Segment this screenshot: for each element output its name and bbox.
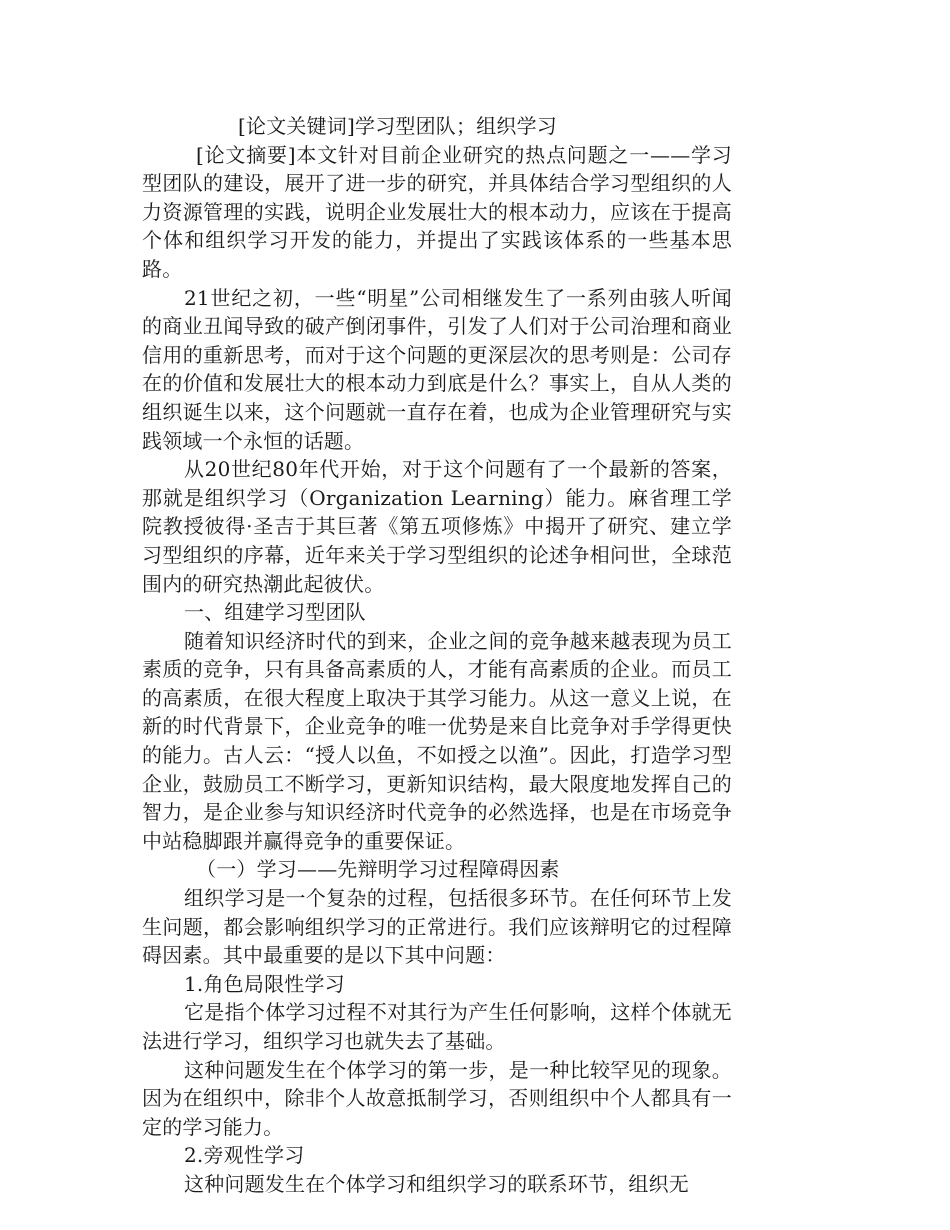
keywords-paragraph: [论文关键词]学习型团队；组织学习 [238,114,558,138]
body-paragraph: 随着知识经济时代的到来，企业之间的竞争越来越表现为员工素质的竞争，只有具备高素质的人，才能有高素质的企业。而员工的高素质，在很大程度上取决于其学习能力。从这一意义上说，在新的时代背景下，企业竞争的唯一优势是来自比竞争对手学得更快的能力。古人云：“授人以鱼，不如授之以渔”。因此，打造学习型企业，鼓励员工不断学习，更新知识结构，最大限度地发挥自己的智力，是企业参与知识经济时代竞争的必然选择，也是在市场竞争中站稳脚跟并赢得竞争的重要保证。 [142,628,732,853]
body-paragraph: 组织学习是一个复杂的过程，包括很多环节。在任何环节上发生问题，都会影响组织学习的正常进行。我们应该辩明它的过程障碍因素。其中最重要的是以下其中问题： [142,886,732,968]
body-paragraph: 它是指个体学习过程不对其行为产生任何影响，这样个体就无法进行学习，组织学习也就失去了基础。 [142,1000,732,1053]
document-body [142,112,732,1199]
body-paragraph: 这种问题发生在个体学习和组织学习的联系环节，组织无 [184,1171,689,1196]
subsection-heading: （一）学习——先辩明学习过程障碍因素 [196,857,560,882]
body-paragraph: 从20世纪80年代开始，对于这个问题有了一个最新的答案，那就是组织学习（Organization Learning）能力。麻省理工学院教授彼得·圣吉于其巨著《第五项修炼》中揭开了研究、建立学习型组织的序幕，近年来关于学习型组织的论述争相问世，全球范围内的研究热潮此起彼伏。 [142,457,732,596]
section-heading: 一、组建学习型团队 [184,600,366,625]
body-paragraph: 这种问题发生在个体学习的第一步，是一种比较罕见的现象。因为在组织中，除非个人故意抵制学习，否则组织中个人都具有一定的学习能力。 [142,1057,732,1139]
abstract-paragraph: [论文摘要]本文针对目前企业研究的热点问题之一——学习型团队的建设，展开了进一步的研究，并具体结合学习型组织的人力资源管理的实践，说明企业发展壮大的根本动力，应该在于提高个体和组织学习开发的能力，并提出了实践该体系的一些基本思路。 [142,142,732,281]
list-heading: 2.旁观性学习 [184,1143,305,1168]
list-heading: 1.角色局限性学习 [184,971,345,996]
body-paragraph: 21世纪之初，一些“明星”公司相继发生了一系列由骇人听闻的商业丑闻导致的破产倒闭事件，引发了人们对于公司治理和商业信用的重新思考，而对于这个问题的更深层次的思考则是：公司存在的价值和发展壮大的根本动力到底是什么？事实上，自从人类的组织诞生以来，这个问题就一直存在着，也成为企业管理研究与实践领域一个永恒的话题。 [142,285,732,453]
